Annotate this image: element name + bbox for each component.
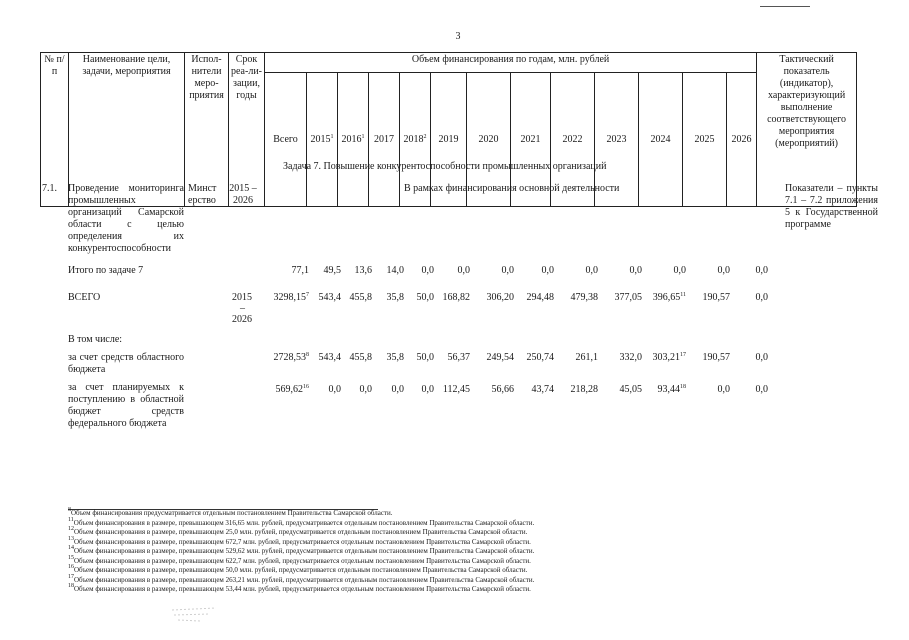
footnote-18: $^{18}$Объем финансирования в размере, превышающем 53,44 млн. рублей, предусматривается отдельным постановлением Правительства Самарской области. (68, 583, 531, 593)
value-cell: 35,8 (386, 292, 404, 303)
value-cell: 3298,15$^7$ (273, 292, 309, 303)
footnote-17: $^{17}$Объем финансирования в размере, превышающем 263,21 млн. рублей, предусматривается отдельным постановлением Правительства Самарской области. (68, 573, 535, 584)
item-executor: Минстерство (188, 183, 217, 206)
value-cell: 455,8 (349, 352, 372, 363)
value-cell: 56,37 (447, 352, 470, 363)
value-cell: 479,38 (570, 292, 598, 303)
footnote-11: $^{11}$Объем финансирования в размере, превышающем 316,65 млн. рублей, предусматривается отдельным постановлением Правительства Самарской области. (68, 516, 535, 527)
value-cell: 396,65$^{11}$ (652, 292, 686, 303)
year-header-6: 2020 (467, 73, 511, 207)
funding-note: В рамках финансирования основной деятельности (404, 183, 620, 194)
value-cell: 2728,53$^8$ (273, 352, 309, 363)
col-header-num: № п/п (41, 53, 69, 207)
year-header-5: 2019 (431, 73, 467, 207)
value-cell: 0,0 (755, 292, 768, 303)
value-cell: 455,8 (349, 292, 372, 303)
item-term: 2015 – 2026 (229, 183, 257, 206)
value-cell: 0,0 (421, 384, 434, 395)
value-cell: 190,57 (702, 352, 730, 363)
value-cell: 303,21$^{17}$ (652, 352, 686, 363)
row-label-including: В том числе: (68, 334, 123, 345)
value-cell: 306,20 (486, 292, 514, 303)
value-cell: 0,0 (585, 265, 598, 276)
value-cell: 49,5 (323, 265, 341, 276)
footnote-15: $^{15}$Объем финансирования в размере, превышающем 622,7 млн. рублей, предусматривается отдельным постановлением Правительства Самарской области. (68, 554, 531, 565)
value-cell: 93,44$^{18}$ (657, 384, 686, 395)
value-cell: 190,57 (702, 292, 730, 303)
item-indicator: Показатели – пункты 7.1 – 7.2 приложения 5 к Государственной программе (785, 183, 878, 230)
value-cell: 0,0 (457, 265, 470, 276)
footnote-12: $^{12}$Объем финансирования в размере, превышающем 25,0 млн. рублей, предусматривается отдельным постановлением Правительства Самарской области. (68, 526, 528, 536)
value-cell: 0,0 (541, 265, 554, 276)
value-cell: 0,0 (629, 265, 642, 276)
value-cell: 543,4 (318, 292, 341, 303)
year-header-12: 2026 (727, 73, 757, 207)
value-cell: 35,8 (386, 352, 404, 363)
value-cell: 0,0 (755, 265, 768, 276)
value-cell: 261,1 (575, 352, 598, 363)
footnote-13: $^{13}$Объем финансирования в размере, превышающем 672,7 млн. рублей, предусматривается отдельным постановлением Правительства Самарской области. (68, 535, 531, 546)
value-cell: 569,62$^{16}$ (275, 384, 309, 395)
value-cell: 0,0 (755, 384, 768, 395)
value-cell: 13,6 (354, 265, 372, 276)
value-cell: 50,0 (416, 352, 434, 363)
col-header-funding: Объем финансирования по годам, млн. рублей (265, 53, 757, 73)
col-header-indicator: Тактический показатель (индикатор), характеризующий выполнение соответствующего мероприятия (мероприятий) (757, 53, 857, 207)
year-header-1: 2015$^1$ (307, 73, 338, 207)
value-cell: 377,05 (614, 292, 642, 303)
year-header-7: 2021 (511, 73, 551, 207)
year-header-10: 2024 (639, 73, 683, 207)
value-cell: 45,05 (619, 384, 642, 395)
value-cell: 0,0 (421, 265, 434, 276)
year-header-8: 2022 (551, 73, 595, 207)
row-term-start: 2015 (232, 292, 252, 303)
footnote-16: $^{16}$Объем финансирования в размере, превышающем 50,0 млн. рублей, предусматривается отдельным постановлением Правительства Самарской области. (68, 564, 528, 574)
value-cell: 50,0 (416, 292, 434, 303)
value-cell: 168,82 (442, 292, 470, 303)
value-cell: 0,0 (755, 352, 768, 363)
value-cell: 0,0 (501, 265, 514, 276)
row-label-grand-total: ВСЕГО (68, 292, 101, 303)
value-cell: 0,0 (673, 265, 686, 276)
col-header-executor: Испол-нители меро-приятия (185, 53, 229, 207)
row-term-dash: – (240, 303, 245, 314)
year-header-2: 2016$^1$ (338, 73, 369, 207)
value-cell: 218,28 (570, 384, 598, 395)
year-header-9: 2023 (595, 73, 639, 207)
footnote-8: $^8$Объем финансирования предусматривается отдельным постановлением Правительства Самарской области. (68, 507, 393, 517)
value-cell: 250,74 (526, 352, 554, 363)
year-header-3: 2017 (369, 73, 400, 207)
year-header-0: Всего (265, 73, 307, 207)
value-cell: 0,0 (359, 384, 372, 395)
value-cell: 332,0 (619, 352, 642, 363)
year-header-11: 2025 (683, 73, 727, 207)
value-cell: 294,48 (526, 292, 554, 303)
page-number: 3 (455, 31, 461, 42)
item-name: Проведение мониторинга промышленных организаций Самарской области с целью определения их конкурентоспособности (68, 183, 184, 254)
value-cell: 249,54 (486, 352, 514, 363)
footnotes (68, 509, 708, 595)
value-cell: 0,0 (391, 384, 404, 395)
col-header-term: Срок реа-ли-зации, годы (229, 53, 265, 207)
footnote-14: $^{14}$Объем финансирования в размере, превышающем 529,62 млн. рублей, предусматривается отдельным постановлением Правительства Самарской области. (68, 545, 535, 555)
value-cell: 43,74 (531, 384, 554, 395)
value-cell: 0,0 (717, 265, 730, 276)
value-cell: 0,0 (717, 384, 730, 395)
value-cell: 56,66 (491, 384, 514, 395)
task-title: Задача 7. Повышение конкурентоспособности промышленных организаций (283, 161, 607, 172)
value-cell: 77,1 (291, 265, 309, 276)
faint-stamp-mark (170, 604, 220, 624)
col-header-name: Наименование цели, задачи, мероприятия (69, 53, 185, 207)
row-label-federal-budget: за счет планируемых к поступлению в областной бюджет средств федерального бюджета (68, 382, 184, 429)
value-cell: 543,4 (318, 352, 341, 363)
row-label-regional-budget: за счет средств областного бюджета (68, 352, 184, 375)
value-cell: 112,45 (442, 384, 470, 395)
item-number: 7.1. (42, 183, 57, 194)
value-cell: 14,0 (386, 265, 404, 276)
row-term-end: 2026 (232, 314, 252, 325)
row-label-task-total: Итого по задаче 7 (68, 265, 144, 276)
value-cell: 0,0 (328, 384, 341, 395)
year-header-4: 2018$^2$ (400, 73, 431, 207)
